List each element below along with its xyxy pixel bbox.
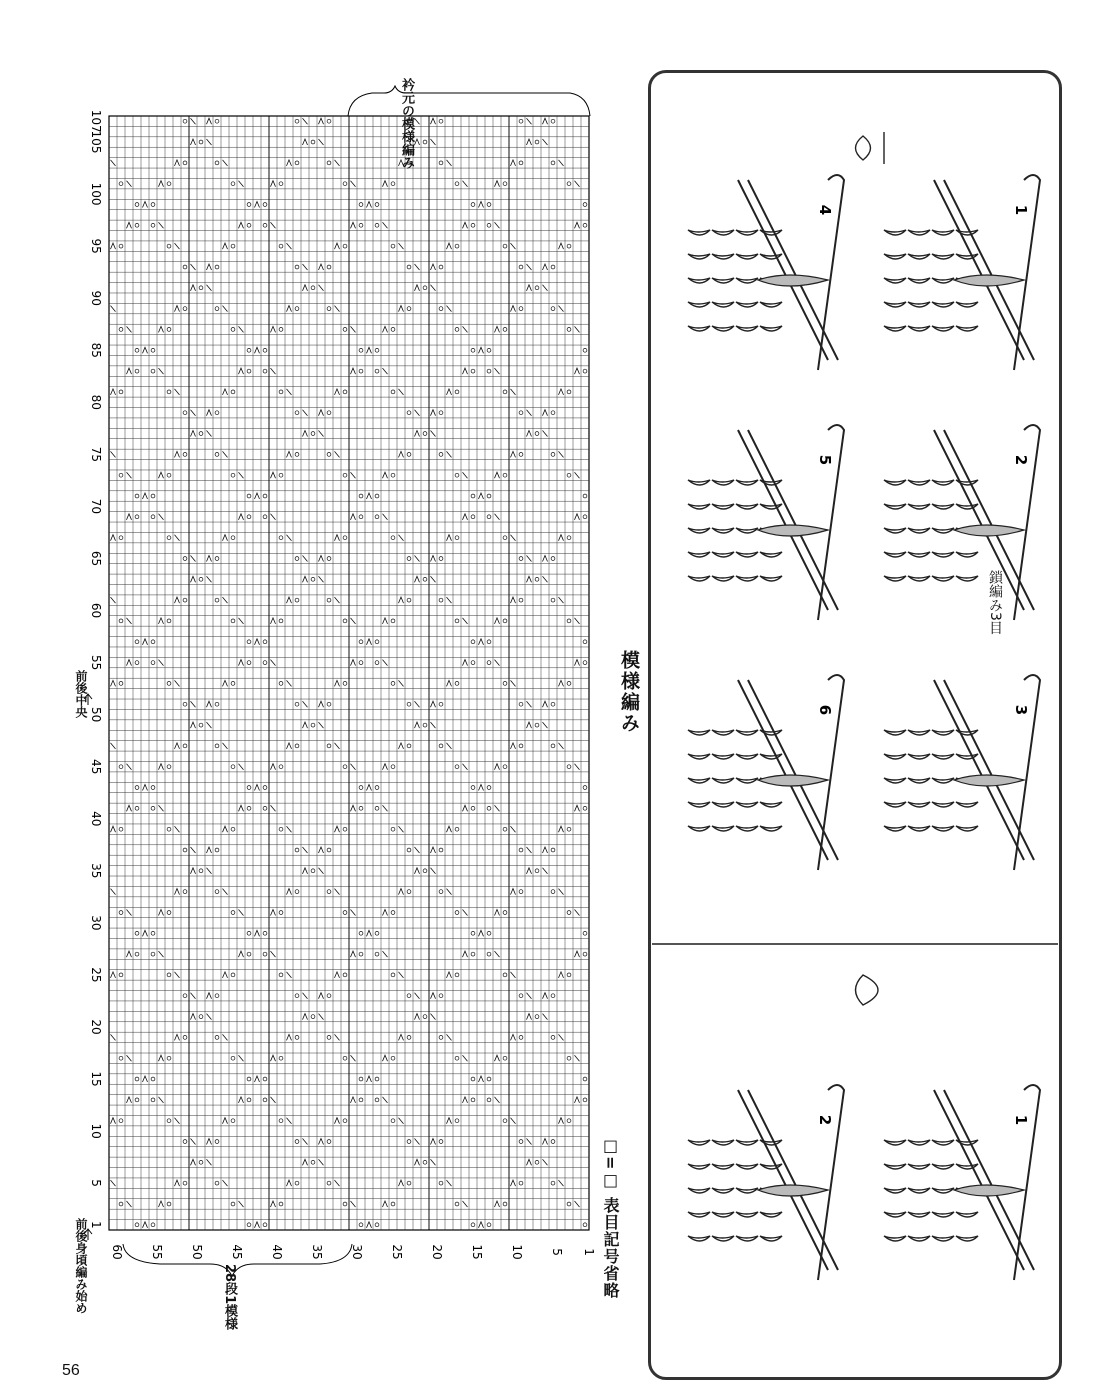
- knit-loop: [760, 1164, 782, 1169]
- knit-loop: [884, 778, 906, 783]
- knit-loop: [932, 230, 954, 235]
- knit-loop: [688, 552, 710, 557]
- stitch-number-label: 55: [150, 1244, 164, 1260]
- needle-line: [738, 1090, 828, 1270]
- stitch-number-label: 25: [390, 1244, 404, 1260]
- knit-loop: [956, 1212, 978, 1217]
- knit-loop: [712, 528, 734, 533]
- knit-loop: [712, 278, 734, 283]
- row-number-label: 107: [89, 109, 103, 133]
- knit-loop: [712, 754, 734, 759]
- knit-loop: [932, 552, 954, 557]
- knit-loop: [712, 576, 734, 581]
- stitch-number-label: 35: [310, 1244, 324, 1260]
- knit-loop: [736, 326, 758, 331]
- knit-loop: [712, 302, 734, 307]
- step-number: 1: [1012, 204, 1030, 216]
- knit-loop: [908, 778, 930, 783]
- knit-loop: [908, 1188, 930, 1193]
- knit-loop: [736, 778, 758, 783]
- knit-loop: [760, 552, 782, 557]
- knit-loop: [688, 1188, 710, 1193]
- row-number-label: 105: [89, 130, 103, 154]
- symbol-legend: □=□ 表目記号省略: [601, 1136, 620, 1299]
- knit-loop: [712, 730, 734, 735]
- working-yarn: [758, 1185, 828, 1196]
- stitch-symbol-icon: [856, 136, 871, 160]
- knit-loop: [932, 826, 954, 831]
- knit-loop: [884, 1212, 906, 1217]
- knit-loop: [884, 480, 906, 485]
- step-number: 6: [816, 704, 834, 716]
- knit-loop: [884, 576, 906, 581]
- knit-loop: [712, 326, 734, 331]
- knit-loop: [932, 1212, 954, 1217]
- row-number-label: 1: [89, 1220, 103, 1229]
- knit-loop: [712, 254, 734, 259]
- knit-loop: [688, 326, 710, 331]
- knit-loop: [884, 754, 906, 759]
- knit-loop: [712, 1236, 734, 1241]
- row-number-label: 5: [89, 1179, 103, 1187]
- knit-loop: [760, 504, 782, 509]
- working-yarn: [758, 525, 828, 536]
- step-number: 2: [1012, 454, 1030, 466]
- knit-loop: [908, 528, 930, 533]
- knit-loop: [884, 278, 906, 283]
- knit-loop: [908, 1236, 930, 1241]
- knit-loop: [932, 278, 954, 283]
- knit-loop: [688, 302, 710, 307]
- knit-loop: [712, 1212, 734, 1217]
- knit-loop: [932, 778, 954, 783]
- needle-line: [934, 680, 1024, 860]
- knit-loop: [688, 1236, 710, 1241]
- knit-loop: [956, 302, 978, 307]
- knit-loop: [712, 1164, 734, 1169]
- knit-loop: [908, 754, 930, 759]
- knit-loop: [688, 1140, 710, 1145]
- knit-loop: [736, 802, 758, 807]
- knit-loop: [884, 504, 906, 509]
- step-number: 3: [1012, 704, 1030, 716]
- stitch-illustrations: [648, 70, 1062, 1380]
- row-number-label: 15: [89, 1071, 103, 1087]
- knit-loop: [956, 754, 978, 759]
- knit-loop: [712, 802, 734, 807]
- stitch-number-label: 40: [270, 1244, 284, 1260]
- knit-loop: [688, 778, 710, 783]
- needle-line: [934, 180, 1024, 360]
- knit-loop: [760, 576, 782, 581]
- stitch-number-label: 50: [190, 1244, 204, 1260]
- knit-loop: [932, 1164, 954, 1169]
- row-number-label: 25: [89, 967, 103, 983]
- needle-line: [738, 680, 828, 860]
- knit-loop: [884, 826, 906, 831]
- knit-loop: [688, 576, 710, 581]
- knit-loop: [712, 230, 734, 235]
- knit-loop: [760, 754, 782, 759]
- knit-loop: [956, 552, 978, 557]
- knit-loop: [908, 552, 930, 557]
- knit-loop: [736, 754, 758, 759]
- knit-loop: [932, 528, 954, 533]
- knit-loop: [908, 302, 930, 307]
- knit-loop: [956, 326, 978, 331]
- knit-loop: [884, 302, 906, 307]
- knit-loop: [688, 826, 710, 831]
- knit-loop: [908, 1212, 930, 1217]
- knit-loop: [932, 302, 954, 307]
- knit-loop: [688, 278, 710, 283]
- needle-line: [738, 430, 828, 610]
- knit-loop: [932, 480, 954, 485]
- knit-loop: [688, 730, 710, 735]
- knit-loop: [712, 480, 734, 485]
- knit-loop: [712, 1140, 734, 1145]
- needle-line: [738, 180, 828, 360]
- step-number: 2: [816, 1114, 834, 1126]
- knit-loop: [884, 1188, 906, 1193]
- knit-loop: [688, 504, 710, 509]
- working-yarn: [954, 275, 1024, 286]
- knit-loop: [736, 552, 758, 557]
- knit-loop: [736, 230, 758, 235]
- knit-loop: [884, 230, 906, 235]
- knit-loop: [932, 730, 954, 735]
- chart-title: 模様編み: [618, 650, 640, 734]
- knit-loop: [956, 826, 978, 831]
- knit-loop: [736, 302, 758, 307]
- knit-loop: [908, 1140, 930, 1145]
- knit-loop: [908, 254, 930, 259]
- knit-loop: [688, 1164, 710, 1169]
- knit-loop: [908, 576, 930, 581]
- knit-loop: [712, 778, 734, 783]
- knit-loop: [956, 576, 978, 581]
- row-number-label: 95: [89, 238, 103, 254]
- row-number-label: 85: [89, 342, 103, 358]
- step-number: 5: [816, 454, 834, 466]
- knit-loop: [884, 730, 906, 735]
- knit-loop: [908, 1164, 930, 1169]
- knit-loop: [760, 802, 782, 807]
- knit-loop: [712, 504, 734, 509]
- knit-loop: [884, 254, 906, 259]
- row-number-label: 10: [89, 1123, 103, 1139]
- knit-loop: [688, 754, 710, 759]
- knit-loop: [932, 254, 954, 259]
- row-number-label: 20: [89, 1019, 103, 1035]
- knit-loop: [736, 480, 758, 485]
- row-number-label: 90: [89, 290, 103, 306]
- needle-line: [934, 430, 1024, 610]
- knit-loop: [884, 1140, 906, 1145]
- stitch-number-label: 1: [582, 1248, 596, 1256]
- knit-loop: [712, 826, 734, 831]
- stitch-number-label: 30: [350, 1244, 364, 1260]
- knit-loop: [736, 504, 758, 509]
- stitch-symbol-icon: [856, 975, 879, 1005]
- knit-loop: [688, 254, 710, 259]
- page-number: 56: [62, 1362, 80, 1379]
- knit-loop: [956, 504, 978, 509]
- row-number-label: 65: [89, 550, 103, 567]
- knit-loop: [884, 802, 906, 807]
- knit-loop: [908, 480, 930, 485]
- knit-loop: [908, 230, 930, 235]
- row-number-label: 40: [89, 811, 103, 827]
- row-number-label: 75: [89, 446, 103, 463]
- knit-loop: [760, 1236, 782, 1241]
- knit-loop: [884, 326, 906, 331]
- stitch-number-label: 15: [470, 1244, 484, 1260]
- knit-loop: [908, 326, 930, 331]
- knit-loop: [736, 730, 758, 735]
- knit-loop: [760, 1212, 782, 1217]
- needle-line: [934, 1090, 1024, 1270]
- stitch-number-label: 20: [430, 1244, 444, 1260]
- knit-loop: [736, 1140, 758, 1145]
- knit-loop: [956, 254, 978, 259]
- knit-loop: [688, 230, 710, 235]
- start-label: 前後身頃編み始め: [74, 1218, 88, 1314]
- knit-loop: [932, 1188, 954, 1193]
- knit-loop: [932, 802, 954, 807]
- knit-loop: [956, 1236, 978, 1241]
- knit-loop: [736, 1236, 758, 1241]
- knit-loop: [688, 1212, 710, 1217]
- knit-loop: [932, 576, 954, 581]
- row-number-label: 100: [89, 182, 103, 206]
- knit-loop: [736, 278, 758, 283]
- knit-loop: [884, 1164, 906, 1169]
- knit-loop: [688, 528, 710, 533]
- stitch-number-label: 5: [550, 1248, 564, 1256]
- knit-loop: [736, 826, 758, 831]
- row-number-label: 70: [89, 498, 103, 515]
- row-number-label: 45: [89, 759, 103, 775]
- knit-loop: [908, 730, 930, 735]
- knit-loop: [736, 1212, 758, 1217]
- row-number-label: 60: [89, 602, 103, 619]
- knit-loop: [760, 326, 782, 331]
- row-number-label: 50: [89, 706, 103, 723]
- row-number-label: 55: [89, 654, 103, 671]
- working-yarn: [954, 1185, 1024, 1196]
- knit-loop: [884, 1236, 906, 1241]
- row-number-label: 80: [89, 394, 103, 410]
- knit-loop: [932, 1140, 954, 1145]
- knit-loop: [688, 480, 710, 485]
- knit-loop: [932, 504, 954, 509]
- knit-loop: [908, 826, 930, 831]
- knit-loop: [908, 504, 930, 509]
- knit-loop: [760, 302, 782, 307]
- knit-loop: [712, 552, 734, 557]
- working-yarn: [758, 275, 828, 286]
- knit-loop: [760, 826, 782, 831]
- knit-loop: [736, 528, 758, 533]
- repeat-label: 28段1模様: [222, 1264, 237, 1331]
- top-note-bracket: [348, 86, 590, 116]
- knit-loop: [908, 802, 930, 807]
- knit-loop: [736, 1164, 758, 1169]
- knit-loop: [956, 802, 978, 807]
- knit-loop: [712, 1188, 734, 1193]
- row-number-label: 35: [89, 863, 103, 879]
- step-number: 1: [1012, 1114, 1030, 1126]
- step-number: 4: [816, 204, 834, 216]
- stitch-number-label: 60: [110, 1244, 124, 1260]
- center-label: 前後中央: [74, 670, 88, 718]
- knit-loop: [736, 1188, 758, 1193]
- knit-loop: [688, 802, 710, 807]
- knit-loop: [956, 1164, 978, 1169]
- knit-loop: [932, 326, 954, 331]
- knit-loop: [884, 528, 906, 533]
- knit-loop: [736, 254, 758, 259]
- knit-loop: [736, 576, 758, 581]
- stitch-number-label: 10: [510, 1244, 524, 1260]
- knit-loop: [908, 278, 930, 283]
- row-number-label: 30: [89, 915, 103, 931]
- top-note: 衿元の模様編み: [399, 78, 414, 169]
- chain-note: 鎖編み3目: [987, 570, 1003, 635]
- knit-loop: [884, 552, 906, 557]
- working-yarn: [758, 775, 828, 786]
- knit-loop: [932, 754, 954, 759]
- stitch-number-label: 45: [230, 1244, 244, 1260]
- knit-loop: [760, 254, 782, 259]
- working-yarn: [954, 775, 1024, 786]
- working-yarn: [954, 525, 1024, 536]
- knit-loop: [932, 1236, 954, 1241]
